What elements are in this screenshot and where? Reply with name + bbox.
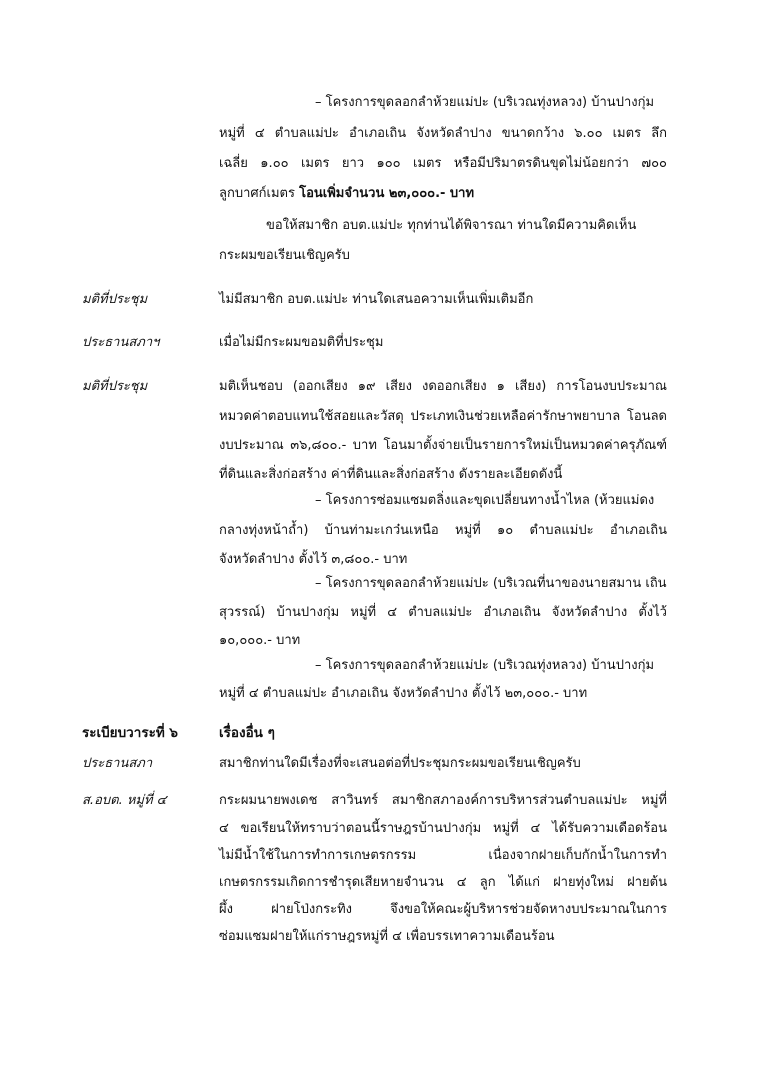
- chairman-text: เมื่อไม่มีกระผมขอมติที่ประชุม: [219, 335, 384, 350]
- resolution-line: – โครงการขุดลอกลำห้วยแม่ปะ (บริเวณทุ่งหลวง) บ้านปางกุ่ม: [315, 658, 655, 673]
- resolution-line: จังหวัดลำปาง ตั้งไว้ ๓,๘๐๐.- บาท: [219, 552, 408, 567]
- resolution-line: งบประมาณ ๓๖,๘๐๐.- บาท โอนมาตั้งจ่ายเป็นรายการใหม่เป็นหมวดค่าครุภัณฑ์: [219, 438, 667, 453]
- speaker-label-resolution: มติที่ประชุม: [82, 292, 148, 307]
- speaker-label-chair: ประธานสภา: [82, 756, 153, 771]
- resolution-line: – โครงการซ่อมแซมตลิ่งและขุดเปลี่ยนทางน้ำไหล (ห้วยแม่ดง: [315, 493, 655, 508]
- speaker-label-resolution: มติที่ประชุม: [82, 379, 148, 394]
- member-line: ไม่มีน้ำใช้ในการทำการเกษตรกรรม เนื่องจากฝายเก็บกักน้ำในการทำ: [219, 848, 667, 863]
- member-line: กระผมนายพงเดช สาวินทร์ สมาชิกสภาองค์การบริหารส่วนตำบลแม่ปะ หมู่ที่: [219, 793, 667, 808]
- resolution-line: มติเห็นชอบ (ออกเสียง ๑๙ เสียง งดออกเสียง ๑ เสียง) การโอนงบประมาณ: [219, 379, 667, 394]
- resolution-text: ไม่มีสมาชิก อบต.แม่ปะ ท่านใดเสนอความเห็นเพิ่มเติมอีก: [219, 292, 534, 307]
- budget-item-line: เฉลี่ย ๑.๐๐ เมตร ยาว ๑๐๐ เมตร หรือมีปริมาตรดินขุดไม่น้อยกว่า ๗๐๐: [219, 156, 667, 171]
- request-line: กระผมขอเรียนเชิญครับ: [219, 248, 350, 263]
- agenda-title: เรื่องอื่น ๆ: [219, 725, 275, 741]
- resolution-line: กลางทุ่งหน้าถ้ำ) บ้านท่ามะเกว๋นเหนือ หมู่ที่ ๑๐ ตำบลแม่ปะ อำเภอเถิน: [219, 523, 667, 538]
- budget-transfer-amount: โอนเพิ่มจำนวน ๒๓,๐๐๐.- บาท: [299, 186, 475, 201]
- speaker-label-chairman: ประธานสภาฯ: [82, 335, 160, 350]
- member-line: เกษตรกรรมเกิดการชำรุดเสียหายจำนวน ๔ ลูก ได้แก่ ฝายทุ่งใหม่ ฝายต้น: [219, 875, 667, 890]
- member-line: ผึ้ง ฝายโป่งกระทิง จึงขอให้คณะผู้บริหารช่วยจัดหางบประมาณในการ: [219, 902, 667, 917]
- resolution-line: ที่ดินและสิ่งก่อสร้าง ค่าที่ดินและสิ่งก่อสร้าง ดังรายละเอียดดังนี้: [219, 467, 563, 482]
- member-line: ซ่อมแซมฝายให้แก่ราษฎรหมู่ที่ ๔ เพื่อบรรเทาความเดือนร้อน: [219, 929, 555, 944]
- resolution-line: หมู่ที่ ๔ ตำบลแม่ปะ อำเภอเถิน จังหวัดลำปาง ตั้งไว้ ๒๓,๐๐๐.- บาท: [219, 686, 588, 701]
- request-line: ขอให้สมาชิก อบต.แม่ปะ ทุกท่านได้พิจารณา ท่านใดมีความคิดเห็น: [266, 218, 637, 233]
- resolution-line: – โครงการขุดลอกลำห้วยแม่ปะ (บริเวณที่นาของนายสมาน เถิน: [315, 576, 667, 591]
- resolution-line: สุวรรณ์) บ้านปางกุ่ม หมู่ที่ ๔ ตำบลแม่ปะ อำเภอเถิน จังหวัดลำปาง ตั้งไว้: [219, 605, 667, 620]
- budget-item-line: หมู่ที่ ๔ ตำบลแม่ปะ อำเภอเถิน จังหวัดลำปาง ขนาดกว้าง ๖.๐๐ เมตร ลึก: [219, 126, 667, 141]
- chair-text: สมาชิกท่านใดมีเรื่องที่จะเสนอต่อที่ประชุมกระผมขอเรียนเชิญครับ: [219, 756, 581, 771]
- budget-item-line: [219, 187, 474, 200]
- speaker-label-member: ส.อบต. หมู่ที่ ๔: [82, 793, 167, 808]
- resolution-line: หมวดค่าตอบแทนใช้สอยและวัสดุ ประเภทเงินช่วยเหลือค่ารักษาพยาบาล โอนลด: [219, 409, 667, 424]
- agenda-number: ระเบียบวาระที่ ๖: [82, 725, 178, 741]
- budget-item-unit: ลูกบาศก์เมตร: [219, 186, 295, 201]
- member-line: ๔ ขอเรียนให้ทราบว่าตอนนี้ราษฎรบ้านปางกุ่ม หมู่ที่ ๔ ได้รับความเดือดร้อน: [219, 821, 667, 836]
- resolution-line: ๑๐,๐๐๐.- บาท: [219, 633, 301, 648]
- budget-item-line: – โครงการขุดลอกลำห้วยแม่ปะ (บริเวณทุ่งหลวง) บ้านปางกุ่ม: [315, 95, 655, 110]
